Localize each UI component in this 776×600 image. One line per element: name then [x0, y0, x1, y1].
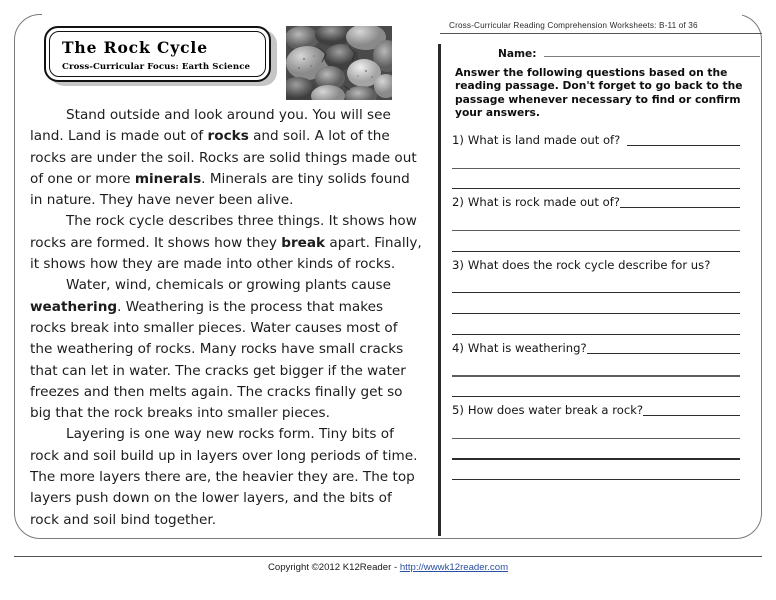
worksheet-instructions: Answer the following questions based on the reading passage. Don't forget to go back to the passage whenever necessary to find or confirm your answers. — [455, 66, 743, 120]
answer-line[interactable] — [452, 375, 740, 376]
passage-keyword: weathering — [30, 298, 118, 315]
question-number: 1) — [452, 133, 464, 147]
answer-line[interactable] — [587, 353, 740, 354]
question-number: 3) — [452, 257, 464, 272]
question-item — [452, 252, 740, 335]
question-item — [452, 127, 740, 189]
question-text: What does the rock cycle describe for us? — [467, 257, 711, 272]
answer-line[interactable] — [452, 168, 740, 169]
passage-text: . Weathering is the process that makes rocks break into smaller pieces. Water causes most of the weathering of rocks. Many rocks have small cracks that can let in water. The cracks get bigger if the water freezes and then melts again. The cracks finally get so big that the rock breaks into smaller pieces. — [30, 298, 406, 422]
question-text: What is land made out of? — [467, 133, 621, 147]
question-row — [452, 127, 740, 148]
question-row — [452, 189, 740, 210]
question-number: 5) — [452, 403, 464, 418]
passage-text: and soil. A lot of the rocks are under the soil. Rocks are solid things made out of one or more — [30, 128, 417, 187]
passage-paragraph — [30, 105, 422, 211]
answer-line[interactable] — [452, 313, 740, 314]
passage-keyword: break — [281, 234, 326, 251]
title-box — [44, 26, 271, 82]
answer-line[interactable] — [620, 207, 740, 208]
question-row — [452, 397, 740, 418]
question-item — [452, 335, 740, 397]
answer-line[interactable] — [452, 230, 740, 231]
question-item — [452, 397, 740, 480]
question-number: 2) — [452, 195, 464, 210]
header-divider-rule — [440, 33, 762, 34]
passage-keyword: minerals — [134, 170, 202, 187]
name-row — [498, 48, 760, 60]
passage-text: Layering is one way new rocks form. Tiny bits of rock and soil build up in layers over long periods of time. The more layers there are, the heavier they are. The top layers push down on the lower layers, and the bits of rock and soil bind together. — [30, 426, 418, 528]
passage-paragraph — [30, 275, 422, 424]
name-label: Name: — [498, 48, 537, 60]
passage-text: apart. Finally, it shows how they are made into other kinds of rocks. — [30, 234, 422, 273]
question-row — [452, 252, 740, 273]
footer — [0, 562, 776, 573]
passage-text: Stand outside and look around you. You will see land. Land is made out of — [30, 107, 391, 145]
k12reader-link[interactable]: http://wwwk12reader.com — [399, 562, 509, 573]
footer-divider-rule — [14, 556, 762, 557]
answer-line[interactable] — [627, 145, 740, 146]
question-text: How does water break a rock? — [467, 403, 644, 418]
question-text: What is rock made out of? — [467, 195, 620, 210]
passage-paragraph — [30, 211, 422, 275]
passage-text: The rock cycle describes three things. It shows how rocks are formed. It shows how they — [30, 213, 417, 251]
answer-line[interactable] — [452, 438, 740, 439]
answer-line[interactable] — [452, 458, 740, 459]
questions-list — [452, 127, 740, 480]
answer-line[interactable] — [452, 292, 740, 293]
column-divider — [438, 44, 441, 536]
copyright-text: Copyright ©2012 K12Reader - — [267, 562, 400, 573]
passage-text: Water, wind, chemicals or growing plants cause — [66, 277, 391, 294]
passage-paragraph — [30, 424, 422, 530]
rocks-photo-graphic — [286, 26, 392, 100]
passage-text: . Minerals are tiny solids found in nature. They have never been alive. — [30, 170, 410, 209]
reading-passage — [30, 105, 422, 531]
rocks-photo — [286, 26, 392, 100]
answer-line[interactable] — [452, 479, 740, 480]
answer-line[interactable] — [643, 415, 740, 416]
page-title: The Rock Cycle — [62, 38, 208, 57]
question-row — [452, 335, 740, 356]
question-item — [452, 189, 740, 251]
question-text: What is weathering? — [467, 340, 587, 355]
question-number: 4) — [452, 340, 464, 355]
worksheet-series-meta: Cross-Curricular Reading Comprehension Worksheets: B-11 of 36 — [449, 21, 698, 30]
passage-keyword: rocks — [207, 128, 249, 145]
page-subtitle: Cross-Curricular Focus: Earth Science — [62, 62, 251, 72]
name-input-line[interactable] — [544, 56, 760, 57]
